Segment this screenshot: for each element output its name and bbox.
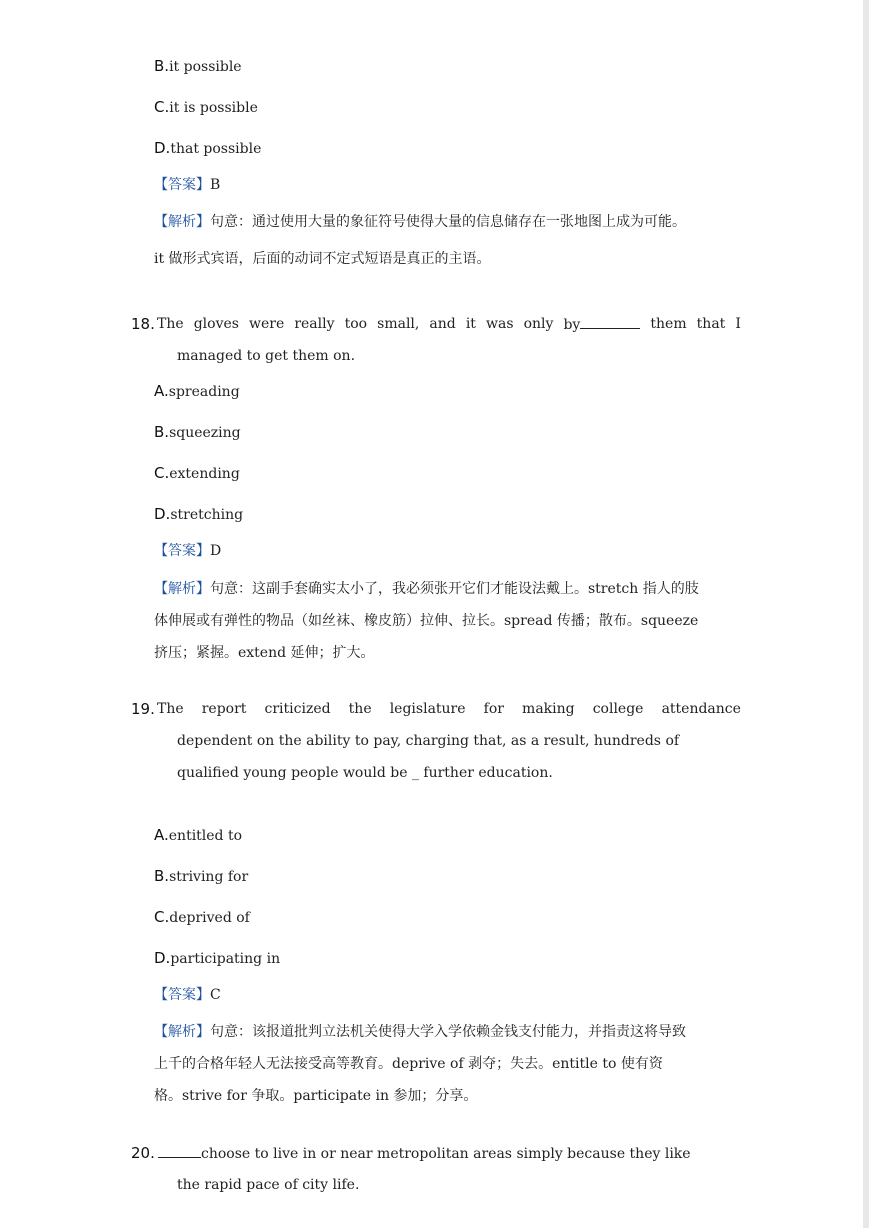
q18-option-c: C.extending (154, 464, 240, 482)
q19-option-b: B.striving for (154, 867, 249, 885)
analysis-tag: 【解析】 (154, 214, 210, 230)
answer-blank (158, 1143, 201, 1158)
option-text: it is possible (169, 100, 258, 116)
q17-analysis-line2: it 做形式宾语，后面的动词不定式短语是真正的主语。 (154, 251, 491, 267)
q18-option-d: D.stretching (154, 505, 244, 523)
q18-stem-line2: managed to get them on. (177, 348, 356, 364)
q19-analysis-line2: 上千的合格年轻人无法接受高等教育。deprive of 剥夺；失去。entitle to 使有资 (154, 1056, 663, 1072)
q19-stem-line3: qualified young people would be _ further education. (177, 765, 553, 781)
answer-tag: 【答案】 (154, 177, 210, 193)
q20-stem-line1: choose to live in or near metropolitan areas simply because they like (158, 1143, 691, 1164)
q18-option-b: B.squeezing (154, 423, 241, 441)
answer-value: B (210, 177, 221, 193)
q18-analysis-line2: 体伸展或有弹性的物品（如丝袜、橡皮筋）拉伸、拉长。spread 传播；散布。squeeze (154, 613, 699, 629)
q19-stem-line1: The report criticized the legislature for making college attendance (157, 701, 741, 717)
analysis-text: 句意：通过使用大量的象征符号使得大量的信息储存在一张地图上成为可能。 (210, 214, 686, 230)
q17-answer (154, 175, 220, 195)
option-text: it possible (169, 59, 242, 75)
q20-number: 20. (131, 1144, 155, 1162)
q19-option-d: D.participating in (154, 949, 281, 967)
q19-analysis-line3: 格。strive for 争取。participate in 参加；分享。 (154, 1088, 478, 1104)
q17-option-d (154, 138, 261, 159)
q20-stem-line2: the rapid pace of city life. (177, 1177, 360, 1193)
q19-option-a: A.entitled to (154, 826, 243, 844)
answer-blank: by (563, 314, 640, 335)
q17-option-b (154, 56, 242, 77)
q19-analysis-line1: 【解析】句意：该报道批判立法机关使得大学入学依赖金钱支付能力，并指责这将导致 (154, 1024, 686, 1040)
q18-answer: 【答案】D (154, 543, 222, 559)
q18-number: 18. (131, 315, 155, 333)
option-label: C. (154, 98, 170, 116)
option-label: B. (154, 57, 170, 75)
q18-analysis-line1: 【解析】句意：这副手套确实太小了，我必须张开它们才能设法戴上。stretch 指人的肢 (154, 581, 699, 597)
q17-option-c (154, 97, 258, 118)
q19-option-c: C.deprived of (154, 908, 250, 926)
q18-option-a: A.spreading (154, 382, 240, 400)
q18-stem-line1: The gloves were really too small, and it was only by them that I (157, 316, 741, 333)
option-label: D. (154, 139, 171, 157)
q19-number: 19. (131, 700, 155, 718)
q18-analysis-line3: 挤压；紧握。extend 延伸；扩大。 (154, 645, 375, 661)
q17-analysis-line1 (154, 212, 686, 232)
option-text: that possible (170, 141, 262, 157)
scrollbar[interactable] (863, 0, 869, 1228)
q19-answer: 【答案】C (154, 987, 221, 1003)
q19-stem-line2: dependent on the ability to pay, charging that, as a result, hundreds of (177, 733, 680, 749)
